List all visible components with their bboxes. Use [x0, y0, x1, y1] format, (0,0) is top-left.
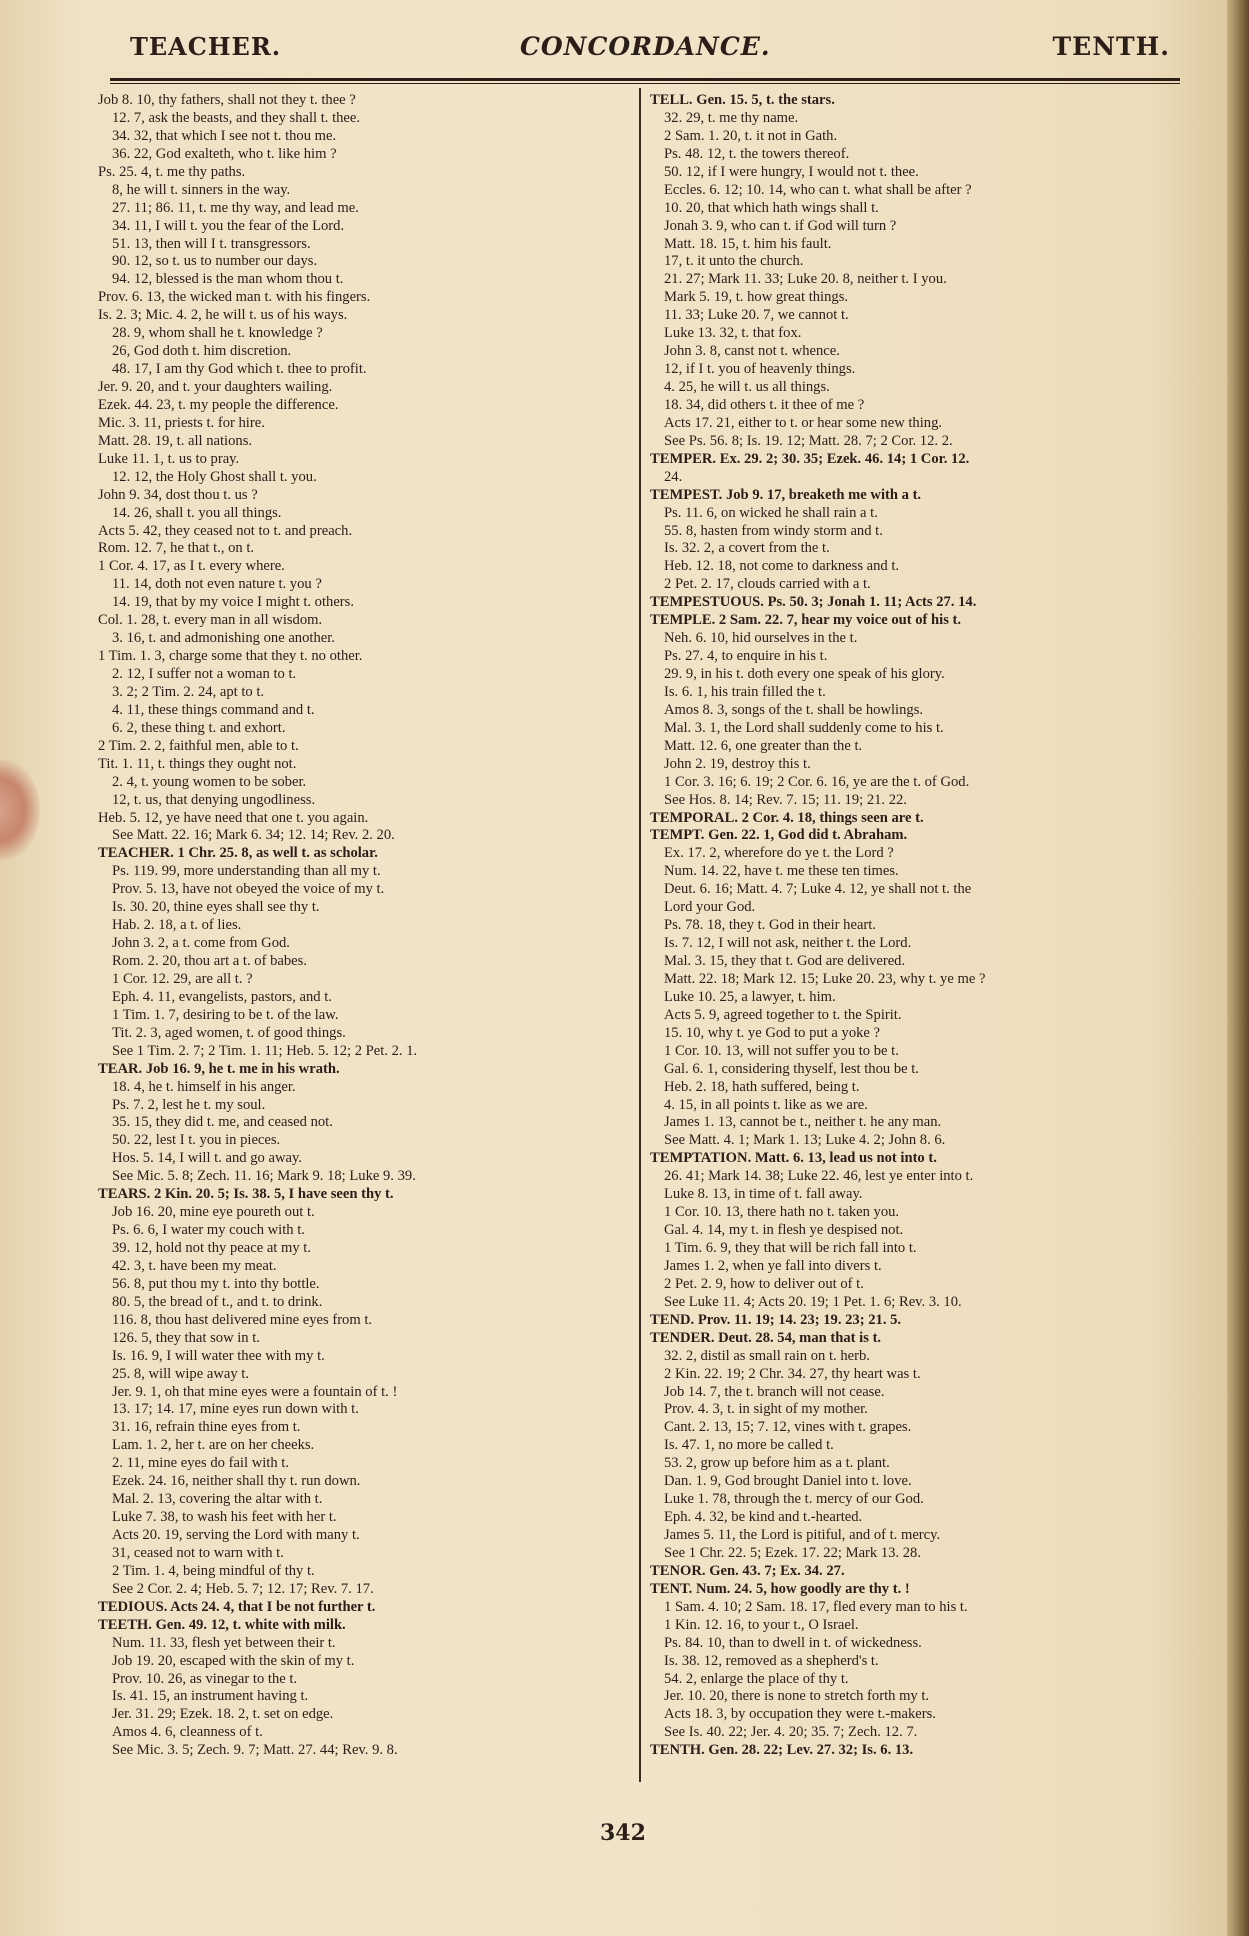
- concordance-entry: 2 Tim. 1. 4, being mindful of thy t.: [112, 1562, 315, 1579]
- concordance-entry: 6. 2, these thing t. and exhort.: [112, 719, 286, 736]
- concordance-entry: 55. 8, hasten from windy storm and t.: [664, 522, 883, 539]
- concordance-entry: 3. 2; 2 Tim. 2. 24, apt to t.: [112, 683, 265, 700]
- concordance-entry: 1 Cor. 10. 13, will not suffer you to be t.: [664, 1042, 899, 1059]
- concordance-entry: Mark 5. 19, t. how great things.: [664, 289, 849, 306]
- concordance-headword-entry: TEMPTATION. Matt. 6. 13, lead us not into t.: [650, 1150, 937, 1167]
- concordance-headword-entry: TENT. Num. 24. 5, how goodly are thy t. !: [650, 1580, 910, 1597]
- concordance-entry: 1 Sam. 4. 10; 2 Sam. 18. 17, fled every man to his t.: [664, 1598, 968, 1615]
- concordance-entry: Acts 17. 21, either to t. or hear some new thing.: [664, 414, 943, 431]
- concordance-entry: Tit. 2. 3, aged women, t. of good things.: [112, 1024, 346, 1041]
- concordance-headword-entry: TENOR. Gen. 43. 7; Ex. 34. 27.: [650, 1562, 845, 1579]
- header-rule: [110, 78, 1180, 81]
- concordance-entry: 1 Kin. 12. 16, to your t., O Israel.: [664, 1616, 859, 1633]
- concordance-entry: 1 Cor. 10. 13, there hath no t. taken you.: [664, 1204, 900, 1221]
- concordance-entry: 90. 12, so t. us to number our days.: [112, 253, 318, 270]
- concordance-entry: 32. 2, distil as small rain on t. herb.: [664, 1347, 870, 1364]
- concordance-entry: 24.: [664, 468, 683, 485]
- concordance-entry: 1 Cor. 12. 29, are all t. ?: [112, 970, 253, 987]
- concordance-entry: 56. 8, put thou my t. into thy bottle.: [112, 1275, 320, 1292]
- concordance-entry: 12, if I t. you of heavenly things.: [664, 361, 856, 378]
- concordance-entry: See Ps. 56. 8; Is. 19. 12; Matt. 28. 7; 2 Cor. 12. 2.: [664, 432, 953, 449]
- concordance-entry: 94. 12, blessed is the man whom thou t.: [112, 271, 344, 288]
- concordance-entry: Matt. 18. 15, t. him his fault.: [664, 235, 832, 252]
- concordance-entry: Ex. 17. 2, wherefore do ye t. the Lord ?: [664, 845, 894, 862]
- concordance-entry: Tit. 1. 11, t. things they ought not.: [98, 755, 297, 772]
- concordance-headword-entry: TEETH. Gen. 49. 12, t. white with milk.: [98, 1616, 346, 1633]
- concordance-entry: 2. 4, t. young women to be sober.: [112, 773, 307, 790]
- concordance-entry: Mal. 3. 15, they that t. God are delivered.: [664, 953, 906, 969]
- concordance-entry: 36. 22, God exalteth, who t. like him ?: [112, 145, 337, 162]
- concordance-entry: 32. 29, t. me thy name.: [664, 109, 799, 126]
- header-rule-thin: [110, 83, 1180, 84]
- page-number: 342: [600, 1820, 646, 1846]
- concordance-entry: Acts 5. 42, they ceased not to t. and preach.: [98, 522, 353, 539]
- concordance-entry: See Is. 40. 22; Jer. 4. 20; 35. 7; Zech. 12. 7.: [664, 1724, 918, 1741]
- concordance-entry: Luke 8. 13, in time of t. fall away.: [664, 1186, 863, 1203]
- concordance-entry: Heb. 2. 18, hath suffered, being t.: [664, 1078, 860, 1095]
- concordance-entry: 25. 8, will wipe away t.: [112, 1365, 249, 1382]
- concordance-entry: Ps. 6. 6, I water my couch with t.: [112, 1222, 305, 1239]
- concordance-entry: Job 19. 20, escaped with the skin of my t.: [112, 1652, 355, 1669]
- concordance-entry: Job 14. 7, the t. branch will not cease.: [664, 1383, 885, 1400]
- column-divider: [639, 88, 641, 1782]
- concordance-entry: Gal. 4. 14, my t. in flesh ye despised not.: [664, 1222, 904, 1239]
- concordance-entry: Ps. 78. 18, they t. God in their heart.: [664, 917, 876, 934]
- concordance-entry: Ezek. 24. 16, neither shall thy t. run down.: [112, 1473, 361, 1490]
- concordance-entry: Amos 8. 3, songs of the t. shall be howlings.: [664, 701, 924, 718]
- concordance-headword-entry: TEMPESTUOUS. Ps. 50. 3; Jonah 1. 11; Acts 27. 14.: [650, 594, 977, 611]
- concordance-entry: Ps. 25. 4, t. me thy paths.: [98, 163, 246, 180]
- concordance-entry: 26, God doth t. him discretion.: [112, 343, 292, 360]
- concordance-entry: Jer. 31. 29; Ezek. 18. 2, t. set on edge.: [112, 1706, 334, 1723]
- concordance-entry: Is. 41. 15, an instrument having t.: [112, 1688, 309, 1705]
- concordance-entry: See 1 Chr. 22. 5; Ezek. 17. 22; Mark 13. 28.: [664, 1544, 921, 1561]
- concordance-entry: 3. 16, t. and admonishing one another.: [112, 630, 335, 647]
- concordance-entry: 2. 11, mine eyes do fail with t.: [112, 1455, 289, 1472]
- concordance-entry: Luke 13. 32, t. that fox.: [664, 325, 802, 342]
- concordance-entry: 50. 12, if I were hungry, I would not t. thee.: [664, 163, 919, 180]
- concordance-entry: 2 Tim. 2. 2, faithful men, able to t.: [98, 737, 299, 754]
- header-last-word: TENTH.: [1052, 32, 1170, 61]
- concordance-entry: Is. 47. 1, no more be called t.: [664, 1437, 834, 1454]
- concordance-entry: 53. 2, grow up before him as a t. plant.: [664, 1455, 890, 1472]
- concordance-entry: Rom. 12. 7, he that t., on t.: [98, 540, 255, 557]
- concordance-entry: Ps. 119. 99, more understanding than all my t.: [112, 863, 381, 880]
- concordance-entry: See Mic. 5. 8; Zech. 11. 16; Mark 9. 18; Luke 9. 39.: [112, 1168, 416, 1185]
- concordance-entry: 2. 12, I suffer not a woman to t.: [112, 666, 297, 682]
- concordance-entry: 18. 4, he t. himself in his anger.: [112, 1078, 296, 1095]
- concordance-entry: 34. 11, I will t. you the fear of the Lord.: [112, 217, 345, 234]
- concordance-entry: Neh. 6. 10, hid ourselves in the t.: [664, 630, 858, 647]
- concordance-entry: Jer. 9. 20, and t. your daughters wailing.: [98, 379, 333, 395]
- concordance-entry: 54. 2, enlarge the place of thy t.: [664, 1670, 849, 1687]
- concordance-entry: 48. 17, I am thy God which t. thee to profit.: [112, 361, 367, 378]
- concordance-entry: Lord your God.: [664, 899, 756, 916]
- concordance-headword-entry: TEMPLE. 2 Sam. 22. 7, hear my voice out of his t.: [650, 612, 962, 629]
- concordance-entry: 14. 19, that by my voice I might t. others.: [112, 594, 354, 611]
- concordance-entry: 15. 10, why t. ye God to put a yoke ?: [664, 1024, 881, 1041]
- concordance-entry: 2 Sam. 1. 20, t. it not in Gath.: [664, 127, 838, 144]
- concordance-entry: 50. 22, lest I t. you in pieces.: [112, 1132, 281, 1149]
- concordance-entry: 116. 8, thou hast delivered mine eyes from t.: [112, 1311, 373, 1328]
- concordance-entry: Mic. 3. 11, priests t. for hire.: [98, 414, 265, 431]
- concordance-entry: See 2 Cor. 2. 4; Heb. 5. 7; 12. 17; Rev. 7. 17.: [112, 1580, 374, 1597]
- concordance-entry: See 1 Tim. 2. 7; 2 Tim. 1. 11; Heb. 5. 12; 2 Pet. 2. 1.: [112, 1042, 418, 1059]
- concordance-entry: 80. 5, the bread of t., and t. to drink.: [112, 1293, 323, 1310]
- concordance-entry: 11. 14, doth not even nature t. you ?: [112, 576, 322, 593]
- concordance-entry: 35. 15, they did t. me, and ceased not.: [112, 1114, 333, 1131]
- concordance-entry: 126. 5, they that sow in t.: [112, 1329, 260, 1346]
- concordance-entry: 13. 17; 14. 17, mine eyes run down with t.: [112, 1401, 359, 1418]
- concordance-entry: Lam. 1. 2, her t. are on her cheeks.: [112, 1437, 315, 1454]
- concordance-entry: Dan. 1. 9, God brought Daniel into t. love.: [664, 1473, 912, 1490]
- concordance-headword-entry: TEMPER. Ex. 29. 2; 30. 35; Ezek. 46. 14; 1 Cor. 12.: [650, 450, 970, 467]
- concordance-headword-entry: TEACHER. 1 Chr. 25. 8, as well t. as scholar.: [98, 845, 378, 862]
- concordance-entry: Luke 1. 78, through the t. mercy of our God.: [664, 1491, 924, 1508]
- concordance-entry: 4. 11, these things command and t.: [112, 701, 315, 718]
- concordance-entry: 14. 26, shall t. you all things.: [112, 504, 282, 521]
- concordance-entry: Is. 32. 2, a covert from the t.: [664, 540, 830, 557]
- concordance-headword-entry: TEDIOUS. Acts 24. 4, that I be not further t.: [98, 1598, 376, 1615]
- concordance-entry: Is. 30. 20, thine eyes shall see thy t.: [112, 899, 320, 916]
- concordance-headword-entry: TEMPT. Gen. 22. 1, God did t. Abraham.: [650, 827, 908, 844]
- concordance-entry: Rom. 2. 20, thou art a t. of babes.: [112, 953, 307, 969]
- header-title: CONCORDANCE.: [520, 32, 771, 61]
- concordance-entry: Hab. 2. 18, a t. of lies.: [112, 917, 242, 934]
- concordance-entry: Prov. 6. 13, the wicked man t. with his fingers.: [98, 289, 371, 306]
- concordance-entry: Mal. 3. 1, the Lord shall suddenly come to his t.: [664, 719, 944, 736]
- concordance-entry: 8, he will t. sinners in the way.: [112, 181, 291, 198]
- concordance-entry: See Luke 11. 4; Acts 20. 19; 1 Pet. 1. 6; Rev. 3. 10.: [664, 1293, 962, 1310]
- concordance-entry: See Mic. 3. 5; Zech. 9. 7; Matt. 27. 44; Rev. 9. 8.: [112, 1742, 398, 1759]
- concordance-entry: John 3. 8, canst not t. whence.: [664, 343, 840, 360]
- concordance-entry: Job 8. 10, thy fathers, shall not they t. thee ?: [98, 92, 356, 108]
- concordance-entry: 11. 33; Luke 20. 7, we cannot t.: [664, 307, 849, 324]
- concordance-entry: 27. 11; 86. 11, t. me thy way, and lead me.: [112, 199, 359, 216]
- concordance-headword-entry: TENTH. Gen. 28. 22; Lev. 27. 32; Is. 6. 13.: [650, 1742, 914, 1759]
- concordance-entry: Is. 7. 12, I will not ask, neither t. the Lord.: [664, 935, 912, 952]
- concordance-entry: Acts 20. 19, serving the Lord with many t.: [112, 1527, 360, 1543]
- concordance-entry: 12. 12, the Holy Ghost shall t. you.: [112, 468, 317, 485]
- concordance-entry: Cant. 2. 13, 15; 7. 12, vines with t. grapes.: [664, 1419, 912, 1436]
- concordance-entry: Deut. 6. 16; Matt. 4. 7; Luke 4. 12, ye shall not t. the: [664, 881, 972, 898]
- concordance-entry: See Matt. 22. 16; Mark 6. 34; 12. 14; Rev. 2. 20.: [112, 827, 395, 844]
- concordance-entry: Mal. 2. 13, covering the altar with t.: [112, 1491, 323, 1508]
- concordance-entry: 1 Tim. 6. 9, they that will be rich fall into t.: [664, 1240, 917, 1256]
- concordance-entry: Prov. 4. 3, t. in sight of my mother.: [664, 1401, 868, 1418]
- concordance-entry: 10. 20, that which hath wings shall t.: [664, 199, 879, 216]
- concordance-entry: Ps. 27. 4, to enquire in his t.: [664, 648, 828, 665]
- concordance-entry: 21. 27; Mark 11. 33; Luke 20. 8, neither t. I you.: [664, 271, 947, 288]
- concordance-entry: 4. 15, in all points t. like as we are.: [664, 1096, 868, 1113]
- concordance-entry: Gal. 6. 1, considering thyself, lest thou be t.: [664, 1060, 919, 1077]
- concordance-entry: Prov. 5. 13, have not obeyed the voice of my t.: [112, 881, 385, 898]
- concordance-entry: 26. 41; Mark 14. 38; Luke 22. 46, lest ye enter into t.: [664, 1168, 974, 1185]
- concordance-entry: Matt. 12. 6, one greater than the t.: [664, 737, 863, 754]
- concordance-entry: Luke 11. 1, t. us to pray.: [98, 450, 240, 467]
- concordance-entry: See Hos. 8. 14; Rev. 7. 15; 11. 19; 21. 22.: [664, 791, 907, 808]
- concordance-entry: Is. 2. 3; Mic. 4. 2, he will t. us of his ways.: [98, 307, 348, 324]
- concordance-entry: 42. 3, t. have been my meat.: [112, 1257, 277, 1274]
- concordance-entry: 1 Cor. 4. 17, as I t. every where.: [98, 558, 285, 575]
- running-header: [130, 32, 1170, 72]
- page-edge: [1227, 0, 1249, 1936]
- concordance-entry: Heb. 12. 18, not come to darkness and t.: [664, 558, 900, 575]
- concordance-entry: 12, t. us, that denying ungodliness.: [112, 791, 316, 808]
- concordance-entry: Hos. 5. 14, I will t. and go away.: [112, 1150, 302, 1167]
- concordance-entry: 28. 9, whom shall he t. knowledge ?: [112, 325, 323, 342]
- concordance-headword-entry: TEARS. 2 Kin. 20. 5; Is. 38. 5, I have seen thy t.: [98, 1186, 394, 1203]
- concordance-entry: Is. 38. 12, removed as a shepherd's t.: [664, 1652, 879, 1669]
- concordance-entry: John 9. 34, dost thou t. us ?: [98, 486, 258, 503]
- concordance-entry: James 1. 2, when ye fall into divers t.: [664, 1257, 882, 1274]
- concordance-entry: James 1. 13, cannot be t., neither t. he any man.: [664, 1114, 942, 1131]
- concordance-entry: Num. 11. 33, flesh yet between their t.: [112, 1634, 336, 1651]
- concordance-entry: 34. 32, that which I see not t. thou me.: [112, 127, 337, 144]
- concordance-entry: Ps. 11. 6, on wicked he shall rain a t.: [664, 504, 878, 521]
- concordance-entry: John 3. 2, a t. come from God.: [112, 935, 290, 952]
- concordance-entry: 31. 16, refrain thine eyes from t.: [112, 1419, 301, 1436]
- header-first-word: TEACHER.: [130, 32, 282, 61]
- concordance-entry: 2 Pet. 2. 9, how to deliver out of t.: [664, 1275, 864, 1292]
- concordance-entry: 2 Kin. 22. 19; 2 Chr. 34. 27, thy heart was t.: [664, 1365, 921, 1382]
- concordance-entry: James 5. 11, the Lord is pitiful, and of t. mercy.: [664, 1527, 941, 1543]
- concordance-entry: Ps. 84. 10, than to dwell in t. of wickedness.: [664, 1634, 922, 1651]
- concordance-entry: Num. 14. 22, have t. me these ten times.: [664, 863, 899, 880]
- concordance-entry: Eccles. 6. 12; 10. 14, who can t. what shall be after ?: [664, 181, 972, 198]
- concordance-entry: 1 Tim. 1. 3, charge some that they t. no other.: [98, 648, 363, 665]
- concordance-entry: Eph. 4. 32, be kind and t.-hearted.: [664, 1509, 863, 1526]
- concordance-headword-entry: TENDER. Deut. 28. 54, man that is t.: [650, 1329, 882, 1346]
- concordance-entry: Matt. 28. 19, t. all nations.: [98, 432, 253, 449]
- concordance-headword-entry: TELL. Gen. 15. 5, t. the stars.: [650, 92, 835, 108]
- concordance-entry: John 2. 19, destroy this t.: [664, 755, 811, 772]
- concordance-headword-entry: TEMPEST. Job 9. 17, breaketh me with a t.: [650, 486, 922, 503]
- concordance-entry: Heb. 5. 12, ye have need that one t. you again.: [98, 809, 369, 826]
- concordance-entry: 1 Cor. 3. 16; 6. 19; 2 Cor. 6. 16, ye are the t. of God.: [664, 773, 970, 790]
- concordance-entry: 2 Pet. 2. 17, clouds carried with a t.: [664, 576, 871, 593]
- concordance-entry: Jonah 3. 9, who can t. if God will turn ?: [664, 217, 897, 234]
- concordance-entry: 17, t. it unto the church.: [664, 253, 804, 270]
- concordance-entry: Eph. 4. 11, evangelists, pastors, and t.: [112, 988, 332, 1005]
- right-column: [650, 92, 1190, 1760]
- concordance-entry: 4. 25, he will t. us all things.: [664, 379, 830, 395]
- concordance-entry: Jer. 9. 1, oh that mine eyes were a fountain of t. !: [112, 1383, 398, 1400]
- concordance-entry: Acts 5. 9, agreed together to t. the Spirit.: [664, 1006, 902, 1023]
- concordance-entry: Is. 6. 1, his train filled the t.: [664, 683, 826, 700]
- concordance-entry: Col. 1. 28, t. every man in all wisdom.: [98, 612, 323, 629]
- concordance-entry: 51. 13, then will I t. transgressors.: [112, 235, 311, 252]
- concordance-entry: Acts 18. 3, by occupation they were t.-makers.: [664, 1706, 936, 1723]
- concordance-headword-entry: TEMPORAL. 2 Cor. 4. 18, things seen are t.: [650, 809, 924, 826]
- concordance-entry: Luke 7. 38, to wash his feet with her t.: [112, 1509, 337, 1526]
- concordance-entry: 1 Tim. 1. 7, desiring to be t. of the law.: [112, 1006, 339, 1023]
- concordance-entry: 12. 7, ask the beasts, and they shall t. thee.: [112, 109, 361, 126]
- concordance-entry: 29. 9, in his t. doth every one speak of his glory.: [664, 666, 945, 682]
- concordance-entry: See Matt. 4. 1; Mark 1. 13; Luke 4. 2; John 8. 6.: [664, 1132, 946, 1149]
- concordance-entry: 18. 34, did others t. it thee of me ?: [664, 396, 865, 413]
- concordance-entry: Ps. 7. 2, lest he t. my soul.: [112, 1096, 266, 1113]
- concordance-entry: Matt. 22. 18; Mark 12. 15; Luke 20. 23, why t. ye me ?: [664, 970, 986, 987]
- concordance-entry: Amos 4. 6, cleanness of t.: [112, 1724, 263, 1741]
- concordance-headword-entry: TEAR. Job 16. 9, he t. me in his wrath.: [98, 1060, 340, 1077]
- concordance-entry: Prov. 10. 26, as vinegar to the t.: [112, 1670, 298, 1687]
- left-column: [98, 92, 628, 1760]
- concordance-entry: 31, ceased not to warn with t.: [112, 1544, 284, 1561]
- concordance-entry: Jer. 10. 20, there is none to stretch forth my t.: [664, 1688, 930, 1705]
- concordance-entry: Ps. 48. 12, t. the towers thereof.: [664, 145, 850, 162]
- concordance-entry: Luke 10. 25, a lawyer, t. him.: [664, 988, 836, 1005]
- concordance-entry: 39. 12, hold not thy peace at my t.: [112, 1240, 312, 1256]
- concordance-entry: Job 16. 20, mine eye poureth out t.: [112, 1204, 315, 1221]
- concordance-entry: Ezek. 44. 23, t. my people the difference.: [98, 396, 339, 413]
- concordance-entry: Is. 16. 9, I will water thee with my t.: [112, 1347, 325, 1364]
- concordance-headword-entry: TEND. Prov. 11. 19; 14. 23; 19. 23; 21. 5.: [650, 1311, 902, 1328]
